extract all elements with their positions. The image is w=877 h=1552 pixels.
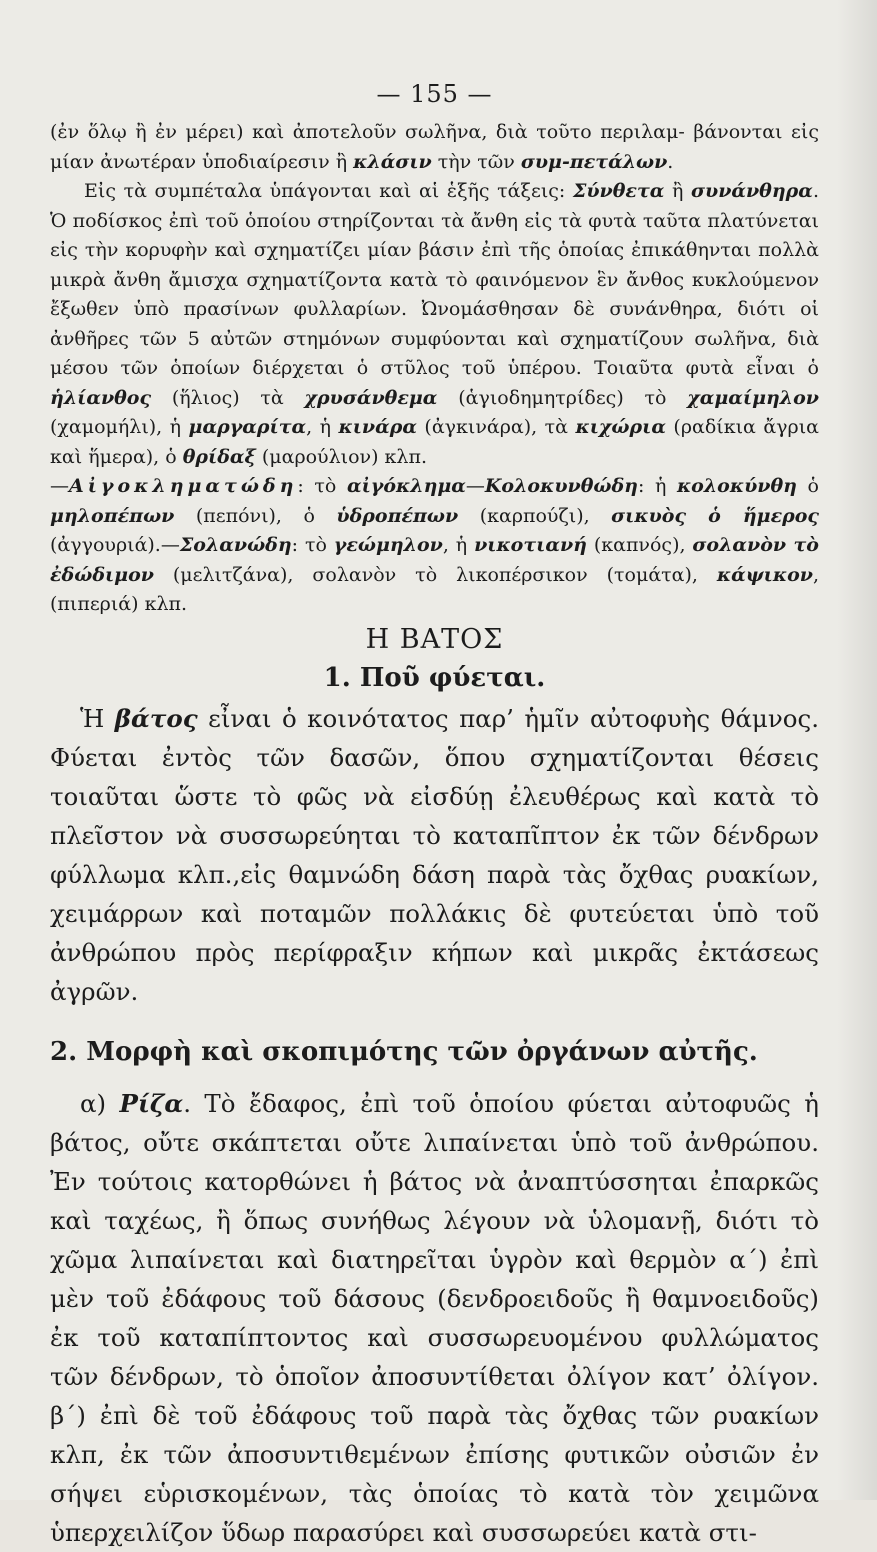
term-klasin: κλάσιν <box>353 150 432 173</box>
term-kinara: κινάρα <box>338 416 417 438</box>
p2-text-h: (ἀγκινάρα), τὰ <box>416 416 576 438</box>
p2-text-d: (ἥλιος) τὰ <box>151 386 305 409</box>
p3-text-l: (μελιτζάνα), σολανὸν τὸ λικοπέρσικον (τομάτα), <box>153 563 717 586</box>
term-geomilon: γεώμηλον <box>333 534 443 556</box>
p2-text-i: (ραδίκια ἄγρια καὶ ἥμερα), ὁ <box>50 416 819 468</box>
page-number: — 155 — <box>376 80 493 108</box>
term-milopepon: μηλοπέπων <box>50 504 175 527</box>
term-chrysanthema: χρυσάνθεμα <box>304 386 438 409</box>
term-nikotiani: νικοτιανή <box>474 534 587 556</box>
section-1-text: 1. Ποῦ φύεται. <box>323 662 546 693</box>
term-kolokynthode: Κολοκυνθώδη <box>484 475 638 497</box>
term-sympetalon: συμ-πετάλων <box>520 150 668 173</box>
term-kichoria: κιχώρια <box>575 416 666 438</box>
p3-text-j: , ἡ <box>442 534 475 556</box>
synthera-paragraph <box>50 177 819 472</box>
term-solanode: Σολανώδη <box>179 534 292 556</box>
large-text-block <box>50 699 819 1552</box>
families-paragraph <box>50 472 819 620</box>
b1-text-b: εἶναι ὁ κοινότατος παρ’ ἡμῖν αὐτοφυὴς θάμνος. Φύεται ἐντὸς τῶν δασῶν, ὅπου σχηματίζονται θέσεις τοιαῦται ὥστε τὸ φῶς νὰ εἰσδύῃ ἐλευθέρως καὶ κατὰ τὸ πλεῖστον νὰ συσσωρεύηται τὸ καταπῖπτον ἐκ τῶν δένδρων φύλλωμα κλπ.,εἰς θαμνώδη δάση παρὰ τὰς ὄχθας ρυακίων, χειμάρρων καὶ ποταμῶν πολλάκις δὲ φυτεύεται ὑπὸ τοῦ ἀνθρώπου πρὸς περίφραξιν κήπων καὶ μικρᾶς ἐκτάσεως ἀγρῶν. <box>50 703 819 1006</box>
term-riza: Ρίζα <box>119 1088 184 1118</box>
b2-text-b: . Τὸ ἔδαφος, ἐπὶ τοῦ ὁποίου φύεται αὐτοφυῶς ἡ βάτος, οὔτε σκάπτεται οὔτε λιπαίνεται ὑπὸ τοῦ ἀνθρώπου. Ἐν τούτοις κατορθώνει ἡ βάτος νὰ ἀναπτύσσηται ἐπαρκῶς καὶ ταχέως, ἢ ὅπως συνήθως λέγουν νὰ ὑλομανῇ, διότι τὸ χῶμα λιπαίνεται καὶ διατηρεῖται ὑγρὸν καὶ θερμὸν α΄) ἐπὶ μὲν τοῦ ἐδάφους τοῦ δάσους (δενδροειδοῦς ἢ θαμνοειδοῦς) ἐκ τοῦ καταπίπτοντος καὶ συσσωρευομένου φυλλώματος τῶν δένδρων, τὸ ὁποῖον ἀποσυντίθεται ὀλίγον κατ’ ὀλίγον. β΄) ἐπὶ δὲ τοῦ ἐδάφους τοῦ παρὰ τὰς ὄχθας τῶν ρυακίων κλπ, ἐκ τῶν ἀποσυντιθεμένων ἐπίσης φυτικῶν οὐσιῶν ἐν σήψει εὑρισκομένων, τὰς ὁποίας τὸ κατὰ τὸν χειμῶνα ὑπερχειλίζον ὕδωρ παρασύρει καὶ συσσωρεύει κατὰ στι- <box>50 1088 819 1547</box>
p3-text-d: : ἡ <box>637 475 677 497</box>
term-synthera: Σύνθετα <box>572 180 665 202</box>
term-batos: βάτος <box>114 703 198 733</box>
intro-text-3: τὴν τῶν <box>431 150 521 173</box>
riza-paragraph <box>50 1084 819 1552</box>
term-helianthos: ἡλίανθος <box>50 386 152 409</box>
intro-end: . <box>667 150 674 173</box>
term-solanon: σολανὸν τὸ ἐδώδιμον <box>50 534 819 586</box>
term-thridax: θρίδαξ <box>182 445 256 468</box>
term-chamaimelon: χαμαίμηλον <box>687 386 819 409</box>
p2-text-g: , ἡ <box>306 416 339 438</box>
p3-text-i: : τὸ <box>291 534 334 556</box>
p2-text-f: (χαμομήλι), ἡ <box>50 416 189 438</box>
term-sikyos: σικυὸς ὁ ἥμερος <box>611 504 819 527</box>
term-aigoklimatode: Αἰγοκληματώδη <box>69 475 298 497</box>
intro-text-2: βάνονται εἰς μίαν ἀνωτέραν ὑποδιαίρεσιν ἢ <box>50 121 819 173</box>
term-synanthera: συνάνθηρα <box>691 180 813 202</box>
p3-text-e: ὁ <box>796 475 819 497</box>
batos-paragraph <box>50 699 819 1011</box>
p3-text-b: : τὸ <box>297 475 347 497</box>
intro-paragraph <box>50 118 819 177</box>
p3-text-a: — <box>50 475 69 497</box>
intro-text-1: (ἐν ὅλῳ ἢ ἐν μέρει) καὶ ἀποτελοῦν σωλῆνα, διὰ τοῦτο περιλαμ- <box>50 121 685 143</box>
term-aigoklima: αἰγόκλημα <box>346 475 466 497</box>
p3-text-f: (πεπόνι), ὁ <box>174 504 337 527</box>
term-kolokynthi: κολοκύνθη <box>676 475 797 497</box>
section-2-text: 2. Μορφὴ καὶ σκοπιμότης τῶν ὀργάνων αὐτῆς. <box>50 1036 758 1067</box>
term-margarita: μαργαρίτα <box>188 416 307 438</box>
p2-text-c: . Ὁ ποδίσκος ἐπὶ τοῦ ὁποίου στηρίζονται τὰ ἄνθη εἰς τὰ φυτὰ ταῦτα πλατύνεται εἰς τὴν κορυφὴν καὶ σχηματίζει μίαν βάσιν ἐπὶ τῆς ὁποίας ἐπικάθηνται πολλὰ μικρὰ ἄνθη ἄμισχα σχηματίζοντα κατὰ τὸ φαινόμενον ἓν ἄνθος κυκλούμενον ἔξωθεν ὑπὸ πρασίνων φυλλαρίων. Ὠνομάσθησαν δὲ συνάνθηρα, διότι οἱ ἀνθῆρες τῶν 5 αὐτῶν στημόνων συμφύονται καὶ σχηματίζουν σωλῆνα, διὰ μέσου τῶν ὁποίων διέρχεται ὁ στῦλος τοῦ ὑπέρου. Τοιαῦτα φυτὰ εἶναι ὁ <box>50 180 819 379</box>
p3-text-m: , (πιπεριά) κλπ. <box>50 563 819 615</box>
section-1-heading <box>50 663 819 693</box>
p3-text-g: (καρπούζι), <box>458 504 612 527</box>
term-kapsikon: κάψικον <box>716 563 813 586</box>
p2-text-a: Εἰς τὰ συμπέταλα ὑπάγονται καὶ αἱ ἑξῆς τάξεις: <box>84 180 573 202</box>
p3-text-c: — <box>465 475 485 497</box>
term-hydropepon: ὑδροπέπων <box>336 504 459 527</box>
p3-text-h: (ἀγγουριά).— <box>50 534 180 556</box>
chapter-heading: Η ΒΑΤΟΣ <box>365 623 504 655</box>
p2-text-b: ἢ <box>664 180 691 202</box>
p3-text-k: (καπνός), <box>586 534 693 556</box>
p2-text-e: (ἁγιοδημητρίδες) τὸ <box>437 386 688 409</box>
b2-text-a: α) <box>80 1088 120 1118</box>
small-text-block <box>50 118 819 620</box>
section-2-heading <box>50 1033 819 1072</box>
b1-text-a: Ἡ <box>80 703 115 733</box>
p2-text-j: (μαρούλιον) κλπ. <box>255 445 427 468</box>
